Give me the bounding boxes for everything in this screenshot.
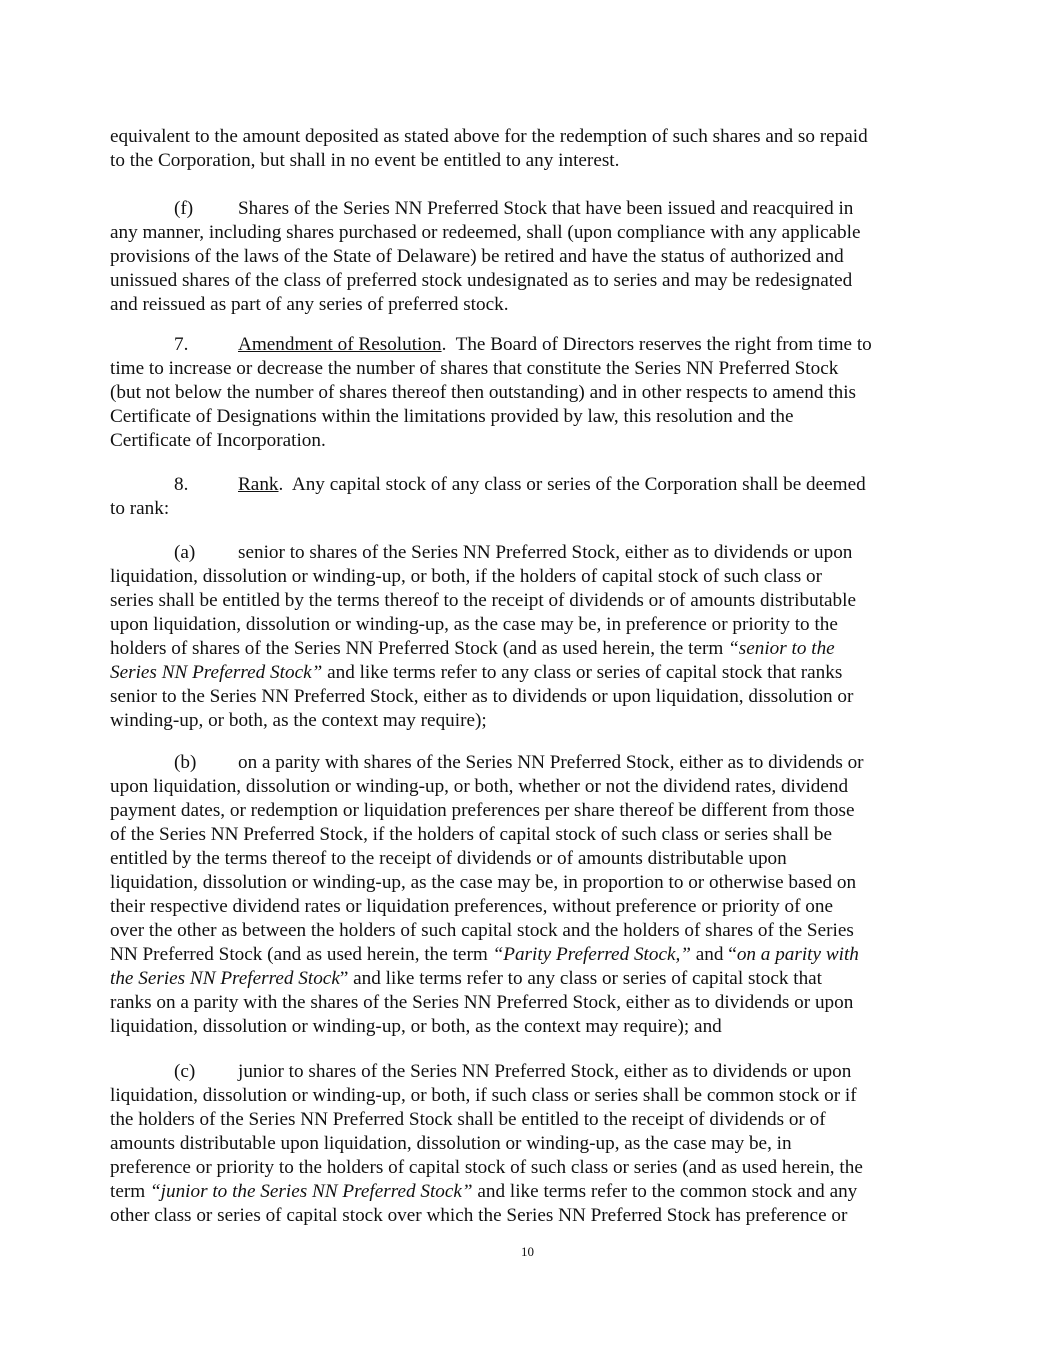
text-line: over the other as between the holders of such capital stock and the holders of shares of the Series	[110, 920, 854, 941]
paragraph-b: (b) on a parity with shares of the Series NN Preferred Stock, either as to dividends or upon liquidation, dissolution or winding-up, or both, whether or not the dividend rates, dividend payment dates, or redemption or liquidation preferences per share thereof be different from those of the Series NN Preferred Stock, if the holders of capital stock of such class or series shall be entitled by the terms thereof to the receipt of dividends or of amounts distributable upon liquidation, dissolution or winding-up, as the case may be, in proportion to or otherwise based on their respective dividend rates or liquidation preferences, without preference or priority of one over the other as between the holders of such capital stock and the holders of shares of the Series NN Preferred Stock (and as used herein, the term “Parity Preferred Stock,” and “on a parity with the Series NN Preferred Stock” and like terms refer to any class or series of capital stock that ranks on a parity with the shares of the Series NN Preferred Stock, either as to dividends or upon liquidation, dissolution or winding-up, or both, as the context may require); and	[110, 751, 940, 1039]
paragraph-c: (c) junior to shares of the Series NN Preferred Stock, either as to dividends or upon liquidation, dissolution or winding-up, or both, if such class or series shall be common stock or if the holders of the Series NN Preferred Stock shall be entitled to the receipt of dividends or of amounts distributable upon liquidation, dissolution or winding-up, as the case may be, in preference or priority to the holders of capital stock of such class or series (and as used herein, the term “junior to the Series NN Preferred Stock” and like terms refer to the common stock and any other class or series of capital stock over which the Series NN Preferred Stock has preference or	[110, 1060, 940, 1228]
paragraph-marker: (b)	[174, 752, 197, 773]
text-line: junior to shares of the Series NN Preferred Stock, either as to dividends or upon	[238, 1061, 852, 1082]
text-line: time to increase or decrease the number of shares that constitute the Series NN Preferred Stock	[110, 358, 839, 379]
text-line: Any capital stock of any class or series of the Corporation shall be deemed	[283, 474, 866, 495]
section-7: 7. Amendment of Resolution. The Board of Directors reserves the right from time to time to increase or decrease the number of shares that constitute the Series NN Preferred Stock (but not below the number of shares thereof then outstanding) and in other respects to amend this Certificate of Designations within the limitations provided by law, this resolution and the Certificate of Incorporation.	[110, 333, 940, 453]
text-line: and reissued as part of any series of preferred stock.	[110, 294, 509, 315]
text-line: provisions of the laws of the State of Delaware) be retired and have the status of authorized and	[110, 246, 844, 267]
page-number: 10	[521, 1244, 534, 1259]
text-line: senior to shares of the Series NN Preferred Stock, either as to dividends or upon	[238, 542, 853, 563]
defined-term: on a parity with	[736, 944, 859, 965]
text-line: other class or series of capital stock over which the Series NN Preferred Stock has preference or	[110, 1205, 848, 1226]
section-8: 8. Rank. Any capital stock of any class or series of the Corporation shall be deemed to rank:	[110, 473, 940, 521]
text-line: Certificate of Designations within the limitations provided by law, this resolution and the	[110, 406, 794, 427]
defined-term: Series NN Preferred Stock”	[110, 662, 323, 683]
text-line: of the Series NN Preferred Stock, if the holders of capital stock of such class or series shall be	[110, 824, 832, 845]
text-line: preference or priority to the holders of capital stock of such class or series (and as used herein, the	[110, 1157, 863, 1178]
text-line: liquidation, dissolution or winding-up, or both, if such class or series shall be common stock or if	[110, 1085, 857, 1106]
text-line: ranks on a parity with the shares of the Series NN Preferred Stock, either as to dividends or upon	[110, 992, 854, 1013]
text-line: entitled by the terms thereof to the receipt of dividends or of amounts distributable upon	[110, 848, 787, 869]
text-line: unissued shares of the class of preferred stock undesignated as to series and may be redesignated	[110, 270, 853, 291]
paragraph-marker: (a)	[174, 542, 196, 563]
text-line: (but not below the number of shares thereof then outstanding) and in other respects to amend this	[110, 382, 856, 403]
section-heading: Rank	[238, 474, 279, 495]
text-line: to the Corporation, but shall in no event be entitled to any interest.	[110, 150, 620, 171]
text-line: senior to the Series NN Preferred Stock, either as to dividends or upon liquidation, dissolution or	[110, 686, 854, 707]
defined-term: “Parity Preferred Stock,”	[492, 944, 691, 965]
defined-term: the Series NN Preferred Stock	[110, 968, 340, 989]
section-heading: Amendment of Resolution	[238, 334, 442, 355]
paragraph-marker: (c)	[174, 1061, 196, 1082]
text-line: The Board of Directors reserves the right from time to	[446, 334, 872, 355]
text-line: liquidation, dissolution or winding-up, or both, as the context may require); and	[110, 1016, 722, 1037]
text-line: upon liquidation, dissolution or winding-up, or both, whether or not the dividend rates, dividend	[110, 776, 849, 797]
text-line: liquidation, dissolution or winding-up, or both, if the holders of capital stock of such class or	[110, 566, 822, 587]
text-line: to rank:	[110, 498, 170, 519]
defined-term: “senior to the	[728, 638, 835, 659]
section-number: 8.	[174, 474, 189, 495]
text-line: equivalent to the amount deposited as stated above for the redemption of such shares and so repaid	[110, 126, 868, 147]
text-line: payment dates, or redemption or liquidation preferences per share thereof be different from those	[110, 800, 855, 821]
text-line: their respective dividend rates or liquidation preferences, without preference or priority of one	[110, 896, 833, 917]
text-line: amounts distributable upon liquidation, dissolution or winding-up, as the case may be, in	[110, 1133, 792, 1154]
text-line: liquidation, dissolution or winding-up, as the case may be, in proportion to or otherwise based on	[110, 872, 857, 893]
text-line: on a parity with shares of the Series NN Preferred Stock, either as to dividends or	[238, 752, 864, 773]
paragraph-marker: (f)	[174, 198, 194, 219]
paragraph-a: (a) senior to shares of the Series NN Preferred Stock, either as to dividends or upon liquidation, dissolution or winding-up, or both, if the holders of capital stock of such class or series shall be entitled by the terms thereof to the receipt of dividends or of amounts distributable upon liquidation, dissolution or winding-up, as the case may be, in preference or priority to the holders of shares of the Series NN Preferred Stock (and as used herein, the term “senior to the Series NN Preferred Stock” and like terms refer to any class or series of capital stock that ranks senior to the Series NN Preferred Stock, either as to dividends or upon liquidation, dissolution or winding-up, or both, as the context may require);	[110, 541, 940, 733]
paragraph-f	[110, 197, 940, 317]
text-line: Certificate of Incorporation.	[110, 430, 326, 451]
continuation-paragraph	[110, 125, 940, 173]
text-line: Shares of the Series NN Preferred Stock that have been issued and reacquired in	[238, 198, 854, 219]
text-line: upon liquidation, dissolution or winding-up, as the case may be, in preference or priority to the	[110, 614, 838, 635]
text-line: winding-up, or both, as the context may require);	[110, 710, 487, 731]
text-line: series shall be entitled by the terms thereof to the receipt of dividends or of amounts distributable	[110, 590, 856, 611]
section-number: 7.	[174, 334, 189, 355]
text-line: the holders of the Series NN Preferred Stock shall be entitled to the receipt of dividends or of	[110, 1109, 826, 1130]
text-line: any manner, including shares purchased or redeemed, shall (upon compliance with any applicable	[110, 222, 861, 243]
defined-term: “junior to the Series NN Preferred Stock”	[149, 1181, 473, 1202]
